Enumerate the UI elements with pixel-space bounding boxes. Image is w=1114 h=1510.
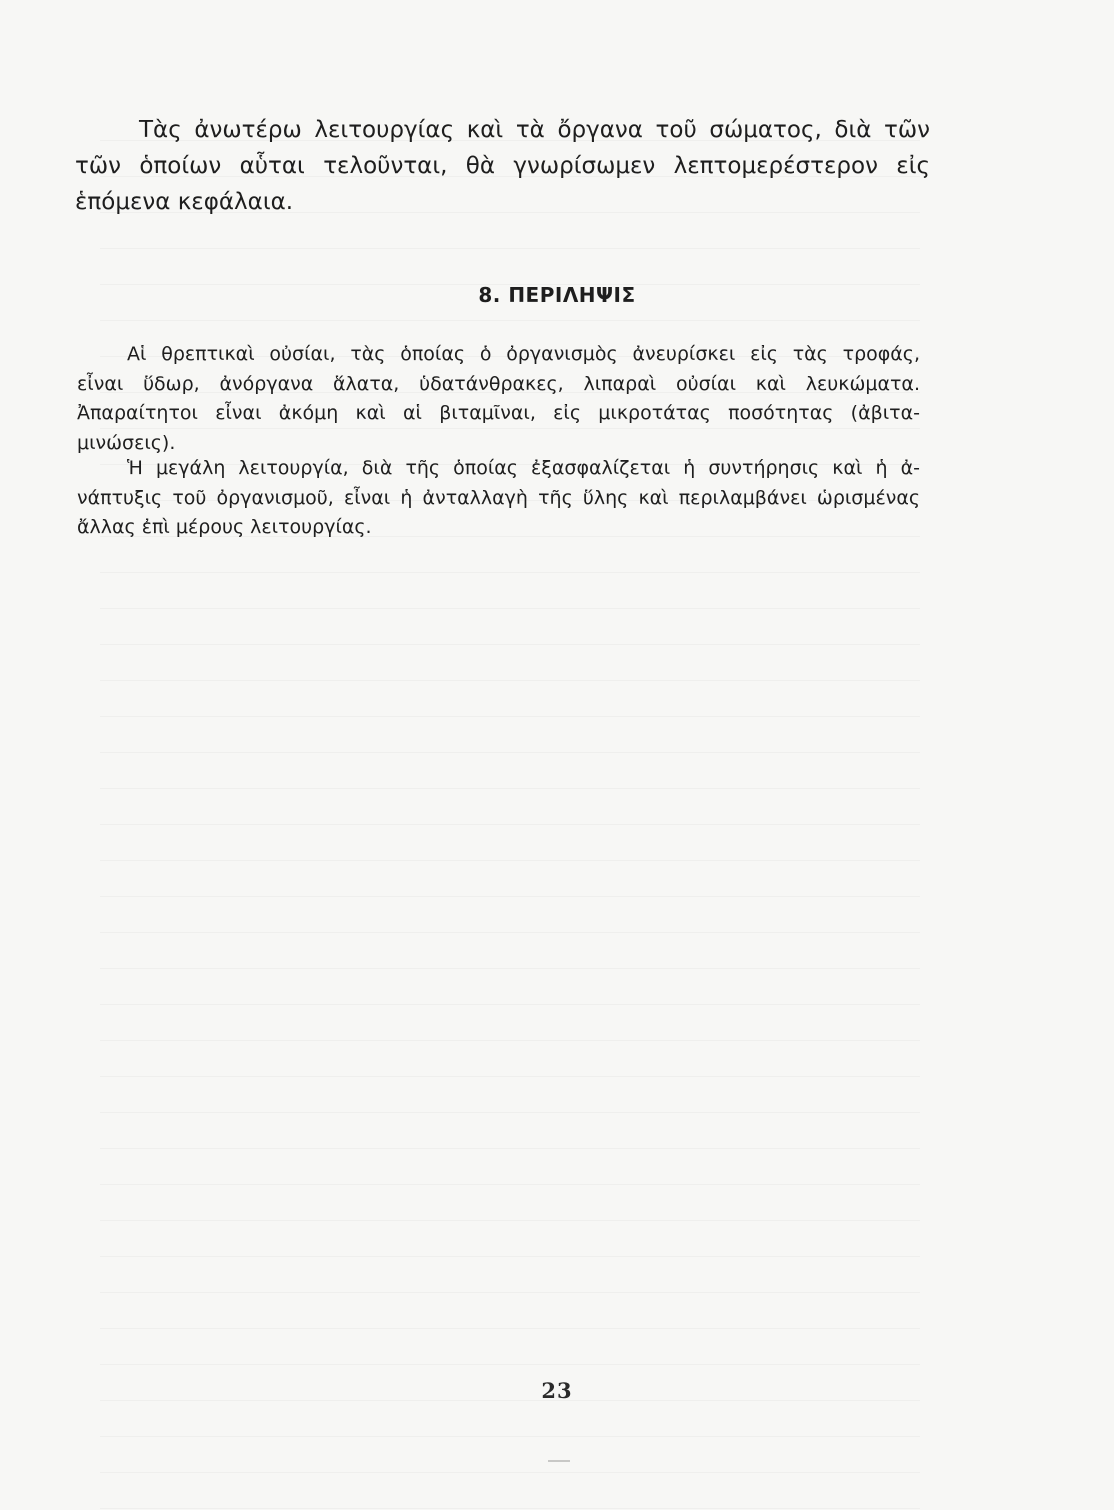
section-heading: 8. ΠΕΡΙΛΗΨΙΣ	[478, 283, 636, 307]
paragraph-line: εἶναι ὕδωρ, ἀνόργανα ἅλατα, ὑδατάνθρακες, λιπαραὶ οὐσίαι καὶ λευκώματα.	[77, 372, 920, 395]
summary-paragraph-1	[77, 340, 920, 458]
paragraph-line: μινώσεις).	[77, 431, 176, 454]
intro-line: ἑπόμενα κεφάλαια.	[75, 189, 294, 215]
paragraph-line: ἄλλας ἐπὶ μέρους λειτουργίας.	[77, 516, 372, 538]
intro-line: τῶν ὁποίων αὗται τελοῦνται, θὰ γνωρίσωμεν λεπτομερέστερον εἰς	[75, 153, 930, 179]
intro-paragraph	[75, 112, 930, 220]
bleed-through-texture	[100, 110, 920, 1510]
page-number: 23	[541, 1378, 573, 1403]
summary-paragraph-2	[77, 454, 920, 543]
intro-line: Τὰς ἀνωτέρω λειτουργίας καὶ τὰ ὄργανα τοῦ σώματος, διὰ τῶν	[139, 117, 930, 143]
paragraph-line: νάπτυξις τοῦ ὀργανισμοῦ, εἶναι ἡ ἀνταλλαγὴ τῆς ὕλης καὶ περιλαμβάνει ὡρισμένας	[77, 486, 920, 509]
paragraph-line: Ἀπαραίτητοι εἶναι ἀκόμη καὶ αἱ βιταμῖναι, εἰς μικροτάτας ποσότητας (ἀβιτα-	[77, 402, 920, 424]
paragraph-line: Αἱ θρεπτικαὶ οὐσίαι, τὰς ὁποίας ὁ ὀργανισμὸς ἀνευρίσκει εἰς τὰς τροφάς,	[127, 343, 920, 365]
paragraph-line: Ἡ μεγάλη λειτουργία, διὰ τῆς ὁποίας ἐξασφαλίζεται ἡ συντήρησις καὶ ἡ ἀ-	[127, 457, 920, 479]
page-mark	[548, 1460, 570, 1462]
